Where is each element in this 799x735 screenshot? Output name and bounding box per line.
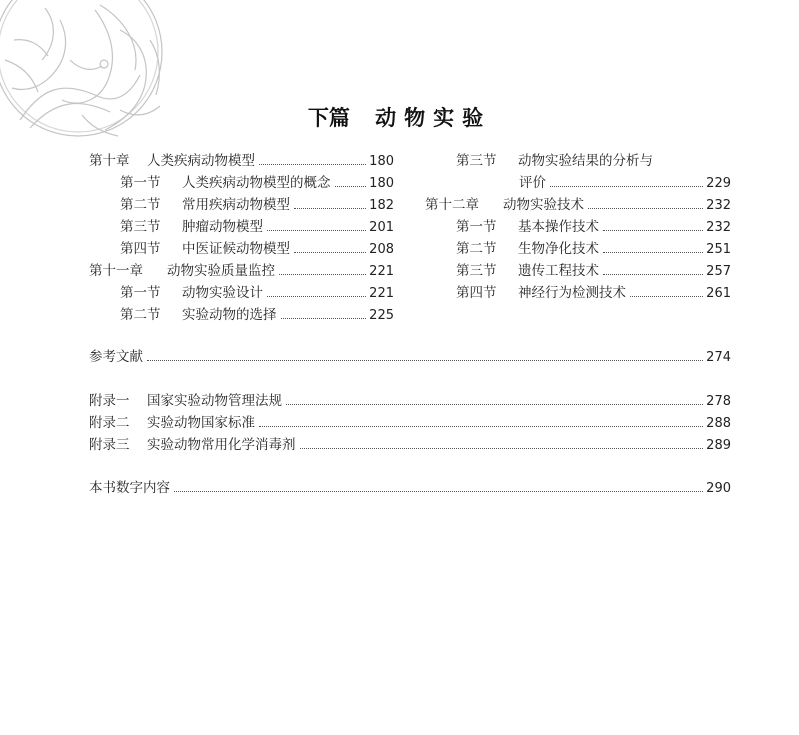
dot-leader [267, 230, 366, 231]
toc-entry-chapter[interactable] [89, 150, 394, 172]
entry-title: 人类疾病动物模型 [147, 153, 255, 169]
toc-entry-appendix[interactable] [89, 390, 731, 412]
dot-leader [294, 252, 366, 253]
dot-leader [281, 318, 367, 319]
entry-page: 225 [369, 308, 394, 323]
dot-leader [630, 296, 703, 297]
toc-entry-section[interactable] [425, 216, 731, 238]
entry-page: 182 [369, 198, 394, 213]
dot-leader [294, 208, 366, 209]
entry-number: 第四节 [120, 241, 161, 257]
entry-number: 第十二章 [425, 197, 479, 213]
toc-entry-section[interactable] [425, 260, 731, 282]
entry-title: 实验动物国家标准 [147, 415, 255, 431]
dot-leader [300, 448, 704, 449]
entry-number: 附录一 [89, 393, 130, 409]
dot-leader [603, 252, 703, 253]
entry-page: 180 [369, 154, 394, 169]
entry-number: 第二节 [120, 197, 161, 213]
toc-entry-section[interactable] [425, 172, 731, 194]
dot-leader [603, 230, 703, 231]
toc-entry-section[interactable] [89, 238, 394, 260]
entry-page: 278 [706, 394, 731, 409]
entry-title: 肿瘤动物模型 [182, 219, 263, 235]
toc-entry-appendix[interactable] [89, 412, 731, 434]
dot-leader [259, 426, 703, 427]
dot-leader [279, 274, 366, 275]
entry-page: 229 [706, 176, 731, 191]
entry-page: 251 [706, 242, 731, 257]
entry-number: 第一节 [456, 219, 497, 235]
entry-number: 第三节 [456, 263, 497, 279]
entry-page: 180 [369, 176, 394, 191]
entry-page: 208 [369, 242, 394, 257]
dot-leader [147, 360, 703, 361]
entry-title: 中医证候动物模型 [182, 241, 290, 257]
entry-page: 290 [706, 481, 731, 496]
toc-entry-appendix[interactable] [89, 434, 731, 456]
toc-entry-section[interactable] [425, 282, 731, 304]
entry-title: 动物实验结果的分析与 [518, 153, 653, 169]
toc-entry-section[interactable] [89, 194, 394, 216]
entry-title: 评价 [519, 175, 546, 191]
toc-right-column [425, 150, 731, 304]
entry-page: 274 [706, 350, 731, 365]
dot-leader [259, 164, 366, 165]
part-title: 下篇 [307, 105, 350, 130]
toc-entry-digital-content[interactable] [89, 477, 731, 499]
toc-entry-chapter[interactable] [89, 260, 394, 282]
toc-entry-section[interactable] [425, 238, 731, 260]
dot-leader [588, 208, 703, 209]
entry-page: 232 [706, 220, 731, 235]
dot-leader [286, 404, 703, 405]
entry-number: 第十章 [89, 153, 130, 169]
toc-digital-content [89, 477, 731, 499]
entry-title: 基本操作技术 [518, 219, 599, 235]
entry-number: 附录二 [89, 415, 130, 431]
entry-number: 第一节 [120, 285, 161, 301]
toc-entry-section[interactable] [89, 172, 394, 194]
dot-leader [550, 186, 703, 187]
toc-entry-section[interactable] [89, 304, 394, 326]
entry-title: 动物实验技术 [503, 197, 584, 213]
entry-title: 生物净化技术 [518, 241, 599, 257]
toc-entry-section[interactable] [425, 150, 731, 172]
entry-page: 261 [706, 286, 731, 301]
part-subtitle: 动物实验 [375, 105, 492, 130]
entry-number: 第三节 [120, 219, 161, 235]
entry-number: 第四节 [456, 285, 497, 301]
entry-page: 201 [369, 220, 394, 235]
entry-title: 本书数字内容 [89, 480, 170, 496]
toc-appendices [89, 390, 731, 456]
entry-number: 附录三 [89, 437, 130, 453]
dot-leader [267, 296, 366, 297]
entry-title: 参考文献 [89, 349, 143, 365]
entry-title: 神经行为检测技术 [518, 285, 626, 301]
entry-page: 288 [706, 416, 731, 431]
dot-leader [335, 186, 367, 187]
entry-title: 实验动物常用化学消毒剂 [147, 437, 296, 453]
entry-page: 289 [706, 438, 731, 453]
entry-page: 257 [706, 264, 731, 279]
entry-page: 232 [706, 198, 731, 213]
entry-title: 国家实验动物管理法规 [147, 393, 282, 409]
entry-title: 实验动物的选择 [182, 307, 277, 323]
entry-title: 动物实验质量监控 [167, 263, 275, 279]
dot-leader [603, 274, 703, 275]
toc-entry-section[interactable] [89, 282, 394, 304]
entry-title: 常用疾病动物模型 [182, 197, 290, 213]
toc-entry-references[interactable] [89, 346, 731, 368]
toc-entry-chapter[interactable] [425, 194, 731, 216]
entry-number: 第一节 [120, 175, 161, 191]
toc-references [89, 346, 731, 368]
toc-left-column [89, 150, 394, 326]
page-title [0, 102, 799, 132]
entry-page: 221 [369, 286, 394, 301]
entry-title: 动物实验设计 [182, 285, 263, 301]
entry-number: 第二节 [456, 241, 497, 257]
entry-number: 第三节 [456, 153, 497, 169]
entry-number: 第二节 [120, 307, 161, 323]
dot-leader [174, 491, 703, 492]
toc-entry-section[interactable] [89, 216, 394, 238]
entry-title: 人类疾病动物模型的概念 [182, 175, 331, 191]
entry-title: 遗传工程技术 [518, 263, 599, 279]
entry-page: 221 [369, 264, 394, 279]
entry-number: 第十一章 [89, 263, 143, 279]
